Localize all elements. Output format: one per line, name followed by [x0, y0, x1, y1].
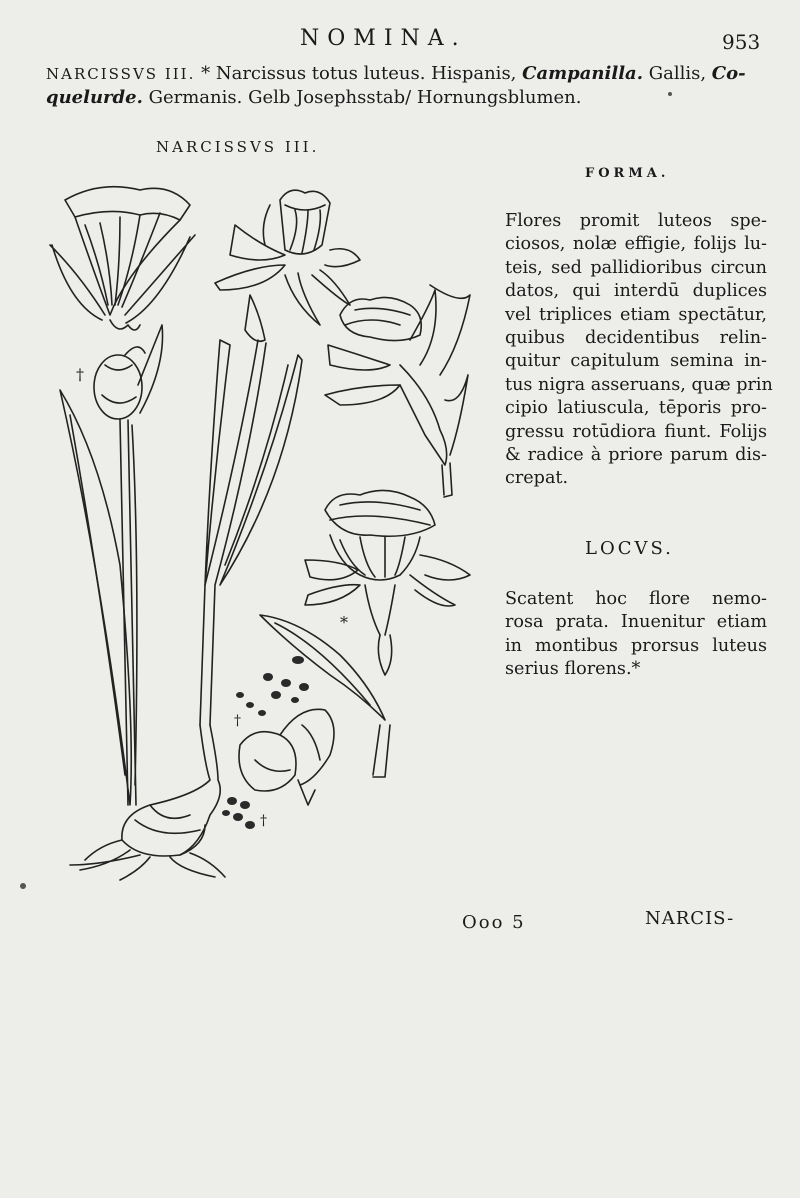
forma-line: gressu rotūdiora fiunt. Folijs: [505, 421, 767, 442]
forma-text: [505, 210, 773, 491]
locus-heading: LOCVS.: [585, 538, 674, 559]
right-lower-flower-icon: [260, 490, 470, 777]
entry-latin-name: * Narcissus totus luteus. Hispanis,: [201, 63, 517, 84]
ink-speck: [668, 92, 672, 96]
locus-text: [505, 588, 767, 682]
left-flower-icon: [50, 187, 195, 805]
locus-line: Scatent hoc flore nemo-: [505, 589, 767, 609]
forma-line: datos, qui interdū duplices: [505, 281, 767, 302]
figure-mark-a: †: [76, 365, 84, 384]
forma-heading: FORMA.: [585, 166, 670, 181]
figure-caption: NARCISSVS III.: [156, 138, 320, 156]
germanis-label: Germanis.: [148, 87, 243, 108]
forma-line: Flores promit luteos spe-: [505, 211, 767, 231]
forma-line: tus nigra asseruans, quæ prin: [505, 374, 773, 395]
narcissus-woodcut-illustration: [40, 165, 500, 895]
forma-line: vel triplices etiam spectātur,: [505, 304, 767, 325]
forma-line: & radice à priore parum dis-: [505, 445, 767, 466]
figure-mark-d: †: [260, 813, 267, 829]
forma-line: quibus decidentibus relin-: [505, 328, 767, 349]
catchword: NARCIS-: [645, 908, 735, 929]
page-number: 953: [722, 30, 761, 54]
entry-header: [46, 62, 766, 110]
signature-mark: Ooo 5: [462, 912, 526, 933]
gallis-label: Gallis,: [648, 63, 707, 84]
forma-line: cipio latiuscula, tēporis pro-: [505, 398, 767, 419]
figure-mark-b: *: [340, 613, 348, 632]
figure-mark-c: †: [234, 713, 241, 729]
locus-line: rosa prata. Inuenitur etiam: [505, 612, 767, 633]
running-head: NOMINA.: [300, 26, 467, 51]
locus-line: serius florens.*: [505, 659, 641, 680]
entry-lead: NARCISSVS III.: [46, 65, 196, 83]
forma-line: teis, sed pallidioribus circun: [505, 257, 767, 278]
locus-line: in montibus prorsus luteus: [505, 635, 767, 656]
french-name-part-a: Co-: [711, 63, 746, 84]
ink-speck: [20, 883, 26, 889]
seeds-icon: [222, 656, 309, 829]
french-name-part-b: quelurde.: [46, 87, 143, 108]
forma-line: ciosos, nolæ effigie, folijs lu-: [505, 234, 767, 255]
spanish-name: Campanilla.: [522, 63, 643, 84]
forma-line: crepat.: [505, 468, 569, 489]
seed-pod-icon: [239, 709, 334, 805]
forma-line: quitur capitulum semina in-: [505, 351, 767, 372]
right-upper-flower-icon: [325, 285, 470, 497]
german-names: Gelb Josephsstab/ Hornungsblumen.: [248, 87, 582, 108]
